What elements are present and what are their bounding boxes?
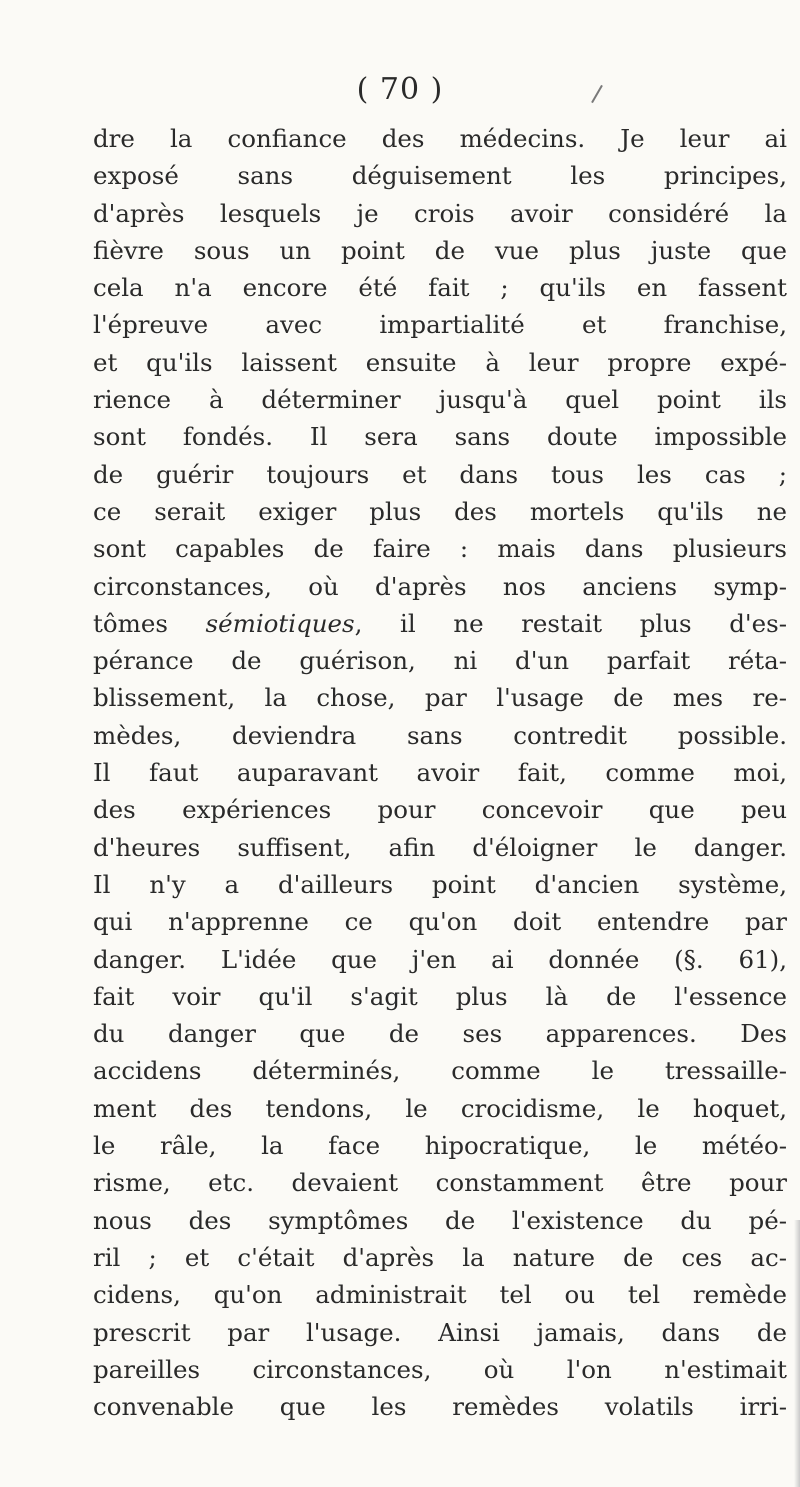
text-segment: , il ne restait plus d'es-: [354, 608, 787, 638]
text-line: ment des tendons, le crocidisme, le hoquet,: [93, 1093, 787, 1123]
text-line: pareilles circonstances, où l'on n'estimait: [93, 1354, 787, 1384]
text-line: et qu'ils laissent ensuite à leur propre expé-: [93, 347, 787, 377]
text-line: cela n'a encore été fait ; qu'ils en fassent: [93, 273, 787, 303]
text-line: danger. L'idée que j'en ai donnée (§. 61),: [93, 944, 787, 974]
page-number: ( 70 ): [356, 72, 444, 107]
text-line: ril ; et c'était d'après la nature de ces ac-: [93, 1242, 787, 1272]
body-text: [93, 120, 787, 1425]
text-line: convenable que les remèdes volatils irri-: [93, 1392, 787, 1422]
text-line: dre la confiance des médecins. Je leur ai: [93, 124, 787, 153]
text-line: sont capables de faire : mais dans plusieurs: [93, 534, 787, 564]
text-line: qui n'apprenne ce qu'on doit entendre par: [93, 907, 787, 937]
text-line: Il faut auparavant avoir fait, comme moi,: [93, 758, 787, 788]
text-line: pérance de guérison, ni d'un parfait réta-: [93, 646, 787, 676]
text-line: Il n'y a d'ailleurs point d'ancien système,: [93, 869, 787, 899]
text-line: exposé sans déguisement les principes,: [93, 161, 787, 191]
text-line: ce serait exiger plus des mortels qu'ils ne: [93, 496, 787, 526]
text-line: circonstances, où d'après nos anciens symp-: [93, 571, 787, 601]
text-segment: tômes: [93, 608, 206, 638]
text-line: le râle, la face hipocratique, le météo-: [93, 1131, 787, 1161]
text-line: l'épreuve avec impartialité et franchise,: [93, 310, 787, 340]
text-line: fièvre sous un point de vue plus juste que: [93, 235, 787, 265]
text-line: d'heures suffisent, afin d'éloigner le danger.: [93, 832, 787, 862]
italic-term: sémiotiques: [205, 608, 355, 638]
text-line: d'après lesquels je crois avoir considéré la: [93, 198, 787, 228]
text-line: des expériences pour concevoir que peu: [93, 795, 787, 825]
text-line-with-italic: [93, 605, 787, 642]
text-line: fait voir qu'il s'agit plus là de l'essence: [93, 981, 787, 1011]
text-line: de guérir toujours et dans tous les cas ;: [93, 459, 787, 489]
text-line: risme, etc. devaient constamment être pour: [93, 1168, 787, 1198]
text-line: rience à déterminer jusqu'à quel point ils: [93, 385, 787, 415]
text-line: cidens, qu'on administrait tel ou tel remède: [93, 1280, 787, 1310]
text-line: sont fondés. Il sera sans doute impossible: [93, 422, 787, 452]
text-line: du danger que de ses apparences. Des: [93, 1019, 787, 1049]
text-line: mèdes, deviendra sans contredit possible.: [93, 720, 787, 750]
text-line: accidens déterminés, comme le tressaille-: [93, 1056, 787, 1086]
page-edge-shadow: [794, 1220, 800, 1487]
text-line: nous des symptômes de l'existence du pé-: [93, 1205, 787, 1235]
text-line: blissement, la chose, par l'usage de mes re-: [93, 683, 787, 713]
text-line: prescrit par l'usage. Ainsi jamais, dans de: [93, 1317, 787, 1347]
